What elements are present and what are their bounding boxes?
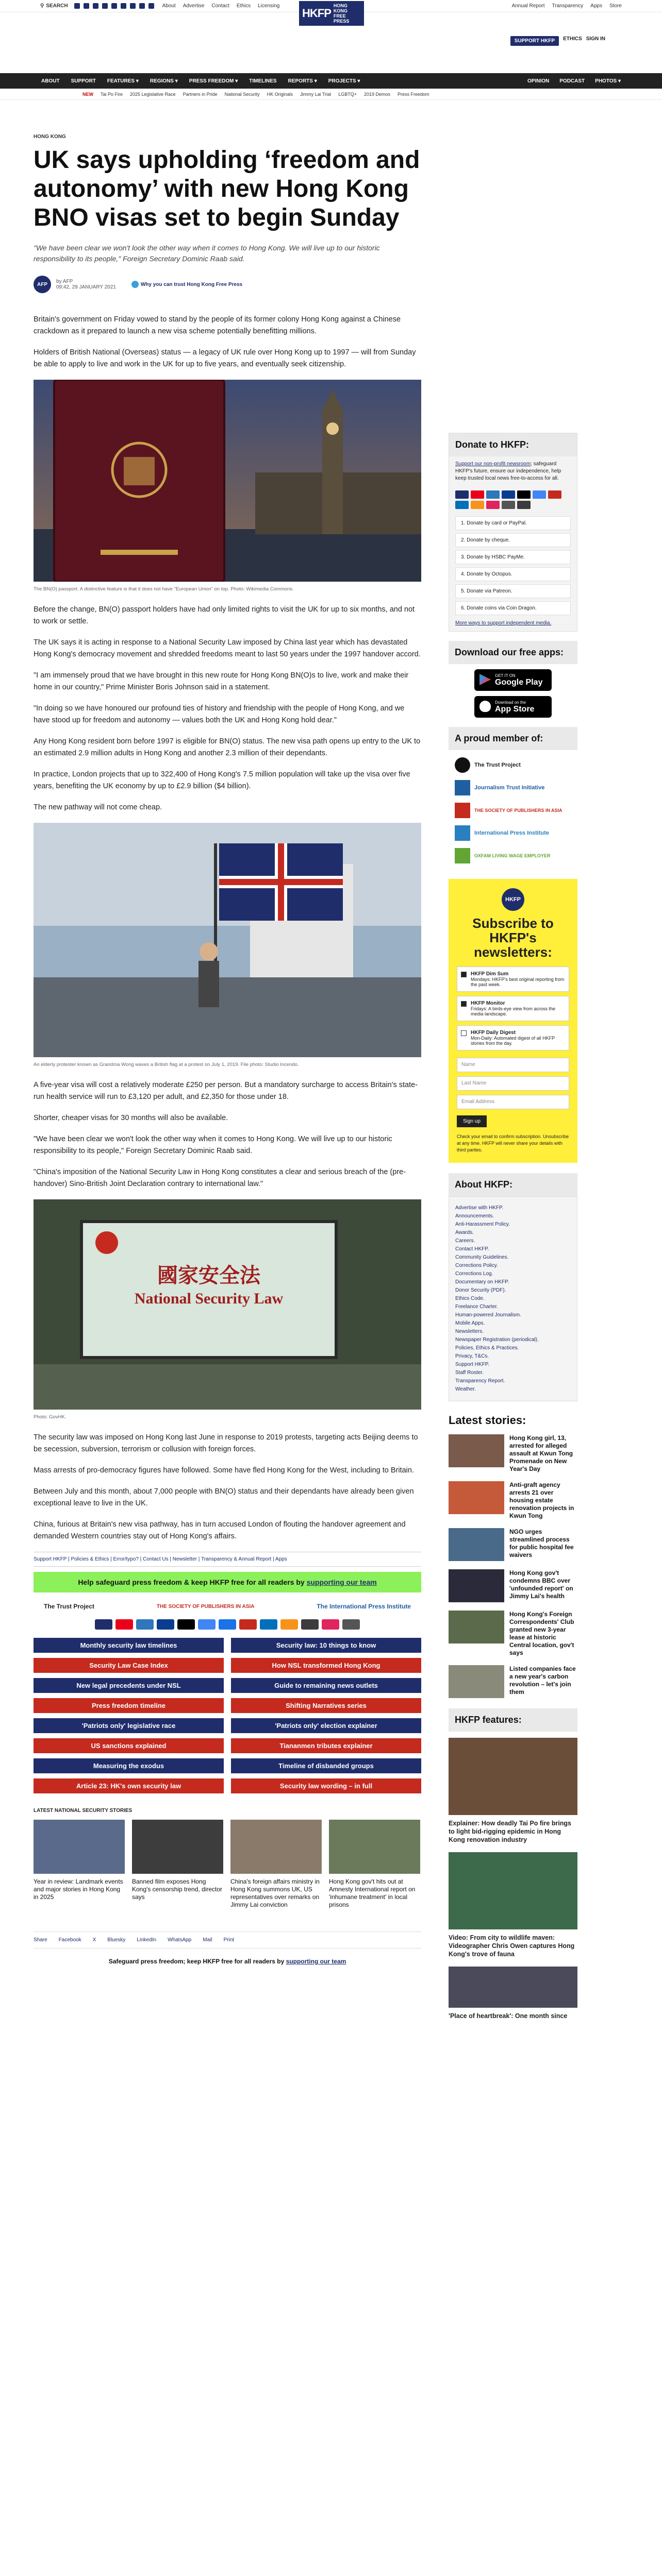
new-label: NEW <box>82 91 93 97</box>
latest-story[interactable] <box>449 1481 577 1520</box>
card-icon <box>502 501 515 509</box>
trust-project-logo[interactable]: The Trust Project <box>44 1603 95 1610</box>
paragraph: Holders of British National (Overseas) status — a legacy of UK rule over Hong Kong up to 1997 — will from Sunday be able to apply to live and work in the UK for up to five years, and eventually seek citizenship. <box>34 348 416 368</box>
donate-octopus[interactable]: 4. Donate by Octopus. <box>455 567 571 581</box>
trending-link[interactable]: Partners in Pride <box>183 91 218 97</box>
about-link[interactable]: Community Guidelines. <box>455 1255 509 1260</box>
feature-item[interactable] <box>449 1967 577 2020</box>
newsletter-daily-digest[interactable]: HKFP Daily Digest Mon-Daily: Automated digest of all HKFP stories from the day. <box>457 1025 569 1050</box>
latest-story[interactable] <box>449 1434 577 1473</box>
about-link[interactable]: Donor Security (PDF). <box>455 1287 506 1293</box>
story-title[interactable]: Listed companies face a new year's carbon revolution – let's join them <box>509 1665 576 1696</box>
donate-cheque[interactable]: 2. Donate by cheque. <box>455 533 571 547</box>
paragraph: The new pathway will not come cheap. <box>34 803 162 811</box>
article-dek: "We have been clear we won't look the other way when it comes to Hong Kong. We will live up to our historic responsibility to its people," Foreign Secretary Dominic Raab said. <box>34 244 380 263</box>
nav-support[interactable]: SUPPORT <box>71 78 96 84</box>
donate-payme[interactable]: 3. Donate by HSBC PayMe. <box>455 550 571 564</box>
nav-photos[interactable]: PHOTOS ▾ <box>595 78 621 84</box>
nav-opinion[interactable]: OPINION <box>527 78 550 84</box>
jti-icon <box>455 780 470 795</box>
app-store-button[interactable]: Download on the App Store <box>474 696 552 718</box>
feature-title[interactable]: Video: From city to wildlife maven: Videographer Chris Owen captures Hong Kong's trove of fauna <box>449 1934 575 1958</box>
trust-project-icon <box>455 757 470 773</box>
about-link[interactable]: Ethics Code. <box>455 1296 485 1301</box>
guide-link[interactable]: Shifting Narratives series <box>231 1698 421 1713</box>
story-thumbnail[interactable] <box>132 1820 223 1874</box>
about-link[interactable]: Announcements. <box>455 1213 494 1219</box>
nav-reports[interactable]: REPORTS ▾ <box>288 78 317 84</box>
guide-link[interactable]: How NSL transformed Hong Kong <box>231 1658 421 1673</box>
top-link-store[interactable]: Store <box>609 3 622 9</box>
card-icon <box>517 501 531 509</box>
about-link[interactable]: Policies, Ethics & Practices. <box>455 1345 519 1351</box>
about-link[interactable]: Newspaper Registration (periodical). <box>455 1337 539 1343</box>
card-icon <box>136 1619 154 1630</box>
story-thumbnail[interactable] <box>230 1820 322 1874</box>
email-input[interactable]: Email Address <box>457 1095 569 1109</box>
story-title[interactable]: Banned film exposes Hong Kong's censorship trend, director says <box>132 1878 223 1901</box>
guide-link[interactable]: Security law: 10 things to know <box>231 1638 421 1653</box>
story-title[interactable]: China's foreign affairs ministry in Hong Kong summons UK, US representatives over remarks on Jimmy Lai conviction <box>230 1878 320 1908</box>
payment-methods <box>34 1619 421 1630</box>
card-icon <box>502 490 515 499</box>
about-link[interactable]: Careers. <box>455 1238 475 1244</box>
story-title[interactable]: Hong Kong girl, 13, arrested for alleged assault at Kwun Tong Promenade on New Year's Day <box>509 1434 573 1472</box>
card-icon <box>219 1619 236 1630</box>
top-link-apps[interactable]: Apps <box>590 3 603 9</box>
member-oxfam[interactable]: OXFAM LIVING WAGE EMPLOYER <box>455 848 577 863</box>
byline-text <box>56 279 116 290</box>
latest-story[interactable] <box>449 1611 577 1657</box>
latest-story[interactable] <box>449 1665 577 1698</box>
nav-projects[interactable]: PROJECTS ▾ <box>328 78 360 84</box>
national-security-guides <box>34 1638 421 1793</box>
rss-icon[interactable] <box>139 3 145 9</box>
story-thumbnail[interactable] <box>34 1820 125 1874</box>
paragraph: The security law was imposed on Hong Kong last June in response to 2019 protests, targeting acts Beijing deems to be secession, subversion, terrorism or collusion with foreign forces. <box>34 1433 418 1453</box>
oxfam-icon <box>455 848 470 863</box>
top-links-right <box>512 3 622 9</box>
feature-thumbnail[interactable] <box>449 1967 577 2008</box>
top-link-licensing[interactable]: Licensing <box>258 3 280 9</box>
card-icon <box>301 1619 319 1630</box>
newsletter-title: Subscribe to HKFP's newsletters: <box>472 916 554 960</box>
sopa-logo[interactable]: THE SOCIETY OF PUBLISHERS IN ASIA <box>156 1603 255 1609</box>
guide-link[interactable]: 'Patriots only' legislative race <box>34 1718 224 1733</box>
card-icon <box>548 490 561 499</box>
guide-link[interactable]: New legal precedents under NSL <box>34 1678 224 1693</box>
feature-item[interactable] <box>449 1852 577 1958</box>
card-icon <box>471 501 484 509</box>
publish-date: 09:42, 29 JANUARY 2021 <box>56 284 116 290</box>
more-ways-link[interactable]: More ways to support independent media. <box>455 620 552 626</box>
card-icon <box>157 1619 174 1630</box>
newsletter-note: Check your email to confirm subscription. Unsubscribe at any time. HKFP will never share your details with third parties. <box>457 1134 569 1153</box>
trending-link[interactable]: Tai Po Fire <box>101 91 123 97</box>
site-logo[interactable] <box>299 1 364 26</box>
paragraph: Before the change, BN(O) passport holders have had only limited rights to visit the UK for up to six months, and not to work or settle. <box>34 605 415 625</box>
about-link[interactable]: Anti-Harassment Policy. <box>455 1222 510 1227</box>
checkbox-checked[interactable] <box>461 972 467 977</box>
twitter-icon[interactable] <box>84 3 89 9</box>
top-link-advertise[interactable]: Advertise <box>183 3 205 9</box>
header-buttons <box>510 36 605 46</box>
support-hkfp-button[interactable]: SUPPORT HKFP <box>510 36 559 46</box>
guide-link[interactable]: Press freedom timeline <box>34 1698 224 1713</box>
natsec-card[interactable] <box>329 1820 420 1909</box>
donate-coin-dragon[interactable]: 6. Donate coins via Coin Dragon. <box>455 601 571 615</box>
ipi-logo[interactable]: The International Press Institute <box>317 1603 411 1610</box>
share-label: Share <box>34 1937 47 1943</box>
nav-about[interactable]: ABOUT <box>41 78 60 84</box>
nav-press-freedom[interactable]: PRESS FREEDOM ▾ <box>189 78 238 84</box>
card-icon <box>455 490 469 499</box>
trending-link[interactable]: National Security <box>224 91 260 97</box>
top-link-contact[interactable]: Contact <box>211 3 229 9</box>
article <box>34 134 421 1965</box>
trending-link[interactable]: LGBTQ+ <box>338 91 357 97</box>
about-link[interactable]: Documentary on HKFP. <box>455 1279 509 1285</box>
guide-link[interactable]: Security law wording – in full <box>231 1778 421 1793</box>
sidebar <box>449 433 577 2028</box>
nav-right <box>527 78 621 84</box>
natsec-heading: LATEST NATIONAL SECURITY STORIES <box>34 1808 133 1814</box>
checkbox-unchecked[interactable] <box>461 1030 467 1036</box>
donate-card-paypal[interactable]: 1. Donate by card or PayPal. <box>455 516 571 530</box>
billboard-text-chinese: 國家安全法 <box>157 1263 260 1287</box>
share-whatsapp[interactable]: WhatsApp <box>168 1937 192 1943</box>
sopa-icon <box>455 803 470 818</box>
newsletter-monitor[interactable]: HKFP Monitor Fridays: A birds-eye view from across the media landscape. <box>457 996 569 1021</box>
apple-icon <box>479 701 491 712</box>
top-link-ethics[interactable]: Ethics <box>236 3 251 9</box>
about-link[interactable]: Human-powered Journalism. <box>455 1312 521 1318</box>
about-link[interactable]: Privacy, T&Cs. <box>455 1353 489 1359</box>
author-name[interactable]: by AFP <box>56 279 73 284</box>
about-link[interactable]: Weather. <box>455 1386 476 1392</box>
paragraph: Between July and this month, about 7,000 people with BN(O) status and their dependants have already been given exceptional leave to live in the UK. <box>34 1487 414 1507</box>
guide-link[interactable]: US sanctions explained <box>34 1738 224 1753</box>
member-title: A proud member of: <box>449 727 577 750</box>
top-link-transparency[interactable]: Transparency <box>552 3 584 9</box>
donate-patreon[interactable]: 5. Donate via Patreon. <box>455 584 571 598</box>
guide-link[interactable]: Monthly security law timelines <box>34 1638 224 1653</box>
logo-tagline: HONG KONG FREE PRESS <box>333 3 350 24</box>
paragraph: "China's imposition of the National Security Law in Hong Kong constitutes a clear and serious breach of the (pre-handover) Sino-British Joint Declaration contrary to international law." <box>34 1168 406 1188</box>
image-caption: The BN(O) passport. A distinctive feature is that it does not have "European Union" on top. Photo: Wikimedia Commons. <box>34 586 294 592</box>
about-link[interactable]: Staff Roster. <box>455 1370 484 1376</box>
card-icon <box>95 1619 112 1630</box>
guide-link[interactable]: Security Law Case Index <box>34 1658 224 1673</box>
ipi-icon <box>455 825 470 841</box>
share-mail[interactable]: Mail <box>203 1937 212 1943</box>
paragraph: Britain's government on Friday vowed to stand by the people of its former colony Hong Kong against a Chinese crackdown as it prepared to launch a new visa scheme potentially benefitting millions. <box>34 315 401 335</box>
guide-link[interactable]: Article 23: HK's own security law <box>34 1778 224 1793</box>
about-link[interactable]: Mobile Apps. <box>455 1320 485 1326</box>
social-icons <box>74 3 154 9</box>
member-trust-project[interactable]: The Trust Project <box>455 757 577 773</box>
latest-story[interactable] <box>449 1528 577 1561</box>
story-thumbnail[interactable] <box>449 1569 504 1602</box>
byline <box>34 276 421 293</box>
story-thumbnail[interactable] <box>449 1481 504 1514</box>
trending-link[interactable]: 2019 Demos <box>363 91 390 97</box>
card-icon <box>517 490 531 499</box>
about-title: About HKFP: <box>449 1173 577 1196</box>
guide-link[interactable]: Timeline of disbanded groups <box>231 1758 421 1773</box>
trending-bar <box>0 89 662 100</box>
share-print[interactable]: Print <box>223 1937 235 1943</box>
natsec-card[interactable] <box>34 1820 125 1909</box>
paragraph: "In doing so we have honoured our profound ties of history and friendship with the people of Hong Kong, and we have stood up for freedom and autonomy — values both the UK and Hong Kong hold dear." <box>34 704 405 724</box>
story-title[interactable]: NGO urges streamlined process for public hospital fee waivers <box>509 1528 574 1558</box>
story-thumbnail[interactable] <box>449 1528 504 1561</box>
linkedin-icon[interactable] <box>111 3 117 9</box>
article-category[interactable]: HONG KONG <box>34 134 66 140</box>
guide-link[interactable]: Measuring the exodus <box>34 1758 224 1773</box>
card-icon <box>471 490 484 499</box>
natsec-card[interactable] <box>230 1820 322 1909</box>
donate-payment-icons <box>449 486 577 513</box>
story-title[interactable]: Year in review: Landmark events and major stories in Hong Kong in 2025 <box>34 1878 123 1901</box>
natsec-card[interactable] <box>132 1820 223 1909</box>
card-icon <box>342 1619 360 1630</box>
feature-item[interactable] <box>449 1738 577 1844</box>
about-link[interactable]: Corrections Log. <box>455 1271 493 1277</box>
card-icon <box>322 1619 339 1630</box>
card-icon <box>486 490 500 499</box>
latest-title: Latest stories: <box>449 1414 526 1427</box>
natsec-stories <box>34 1820 421 1909</box>
card-icon <box>198 1619 216 1630</box>
paragraph: The UK says it is acting in response to a National Security Law imposed by China last year which has devastated Hong Kong's democracy movement and shredded freedoms meant to last 50 years under the 1997 handover accord. <box>34 638 421 658</box>
feature-thumbnail[interactable] <box>449 1852 577 1929</box>
about-links <box>449 1196 577 1401</box>
donate-link[interactable]: Support our non-profit newsroom <box>455 461 531 467</box>
card-icon <box>533 490 546 499</box>
bottom-support-text: Safeguard press freedom; keep HKFP free for all readers by supporting our team <box>108 1958 346 1965</box>
main-nav <box>0 73 662 89</box>
paragraph: Shorter, cheaper visas for 30 months will also be available. <box>34 1114 228 1122</box>
instagram-icon[interactable] <box>93 3 98 9</box>
feature-title[interactable]: 'Place of heartbreak': One month since <box>449 2012 568 2020</box>
billboard <box>80 1220 338 1359</box>
share-linkedin[interactable]: LinkedIn <box>137 1937 157 1943</box>
paragraph: "We have been clear we won't look the other way when it comes to Hong Kong. We will live up to our historic responsibility to its people," Foreign Secretary Dominic Raab said. <box>34 1135 392 1155</box>
support-banner[interactable]: Help safeguard press freedom & keep HKFP free for all readers by supporting our team <box>34 1572 421 1592</box>
nav-podcast[interactable]: PODCAST <box>559 78 585 84</box>
about-link[interactable]: Corrections Policy. <box>455 1263 498 1268</box>
email-icon[interactable] <box>148 3 154 9</box>
passport-illustration <box>34 380 421 582</box>
article-footer-links[interactable]: Support HKFP | Policies & Ethics | Error/typo? | Contact Us | Newsletter | Transparency & Annual Report | Apps <box>34 1552 421 1567</box>
guide-link[interactable]: Tiananmen tributes explainer <box>231 1738 421 1753</box>
search-button[interactable]: ⚲ SEARCH <box>40 3 68 9</box>
feature-thumbnail[interactable] <box>449 1738 577 1815</box>
google-play-button[interactable]: GET IT ON Google Play <box>474 669 552 691</box>
story-title[interactable]: Hong Kong gov't condemns BBC over 'unfounded report' on Jimmy Lai's health <box>509 1569 573 1600</box>
story-thumbnail[interactable] <box>329 1820 420 1874</box>
paragraph: China, furious at Britain's new visa pathway, has in turn accused London of flouting the handover agreement and demanded Western countries stay out of Hong Kong's affairs. <box>34 1520 406 1540</box>
checkbox-checked[interactable] <box>461 1001 467 1007</box>
emblem-icon <box>95 1231 118 1254</box>
share-x[interactable]: X <box>92 1937 96 1943</box>
trust-link[interactable]: Why you can trust Hong Kong Free Press <box>131 281 242 288</box>
latest-stories <box>449 1434 577 1698</box>
nav-regions[interactable]: REGIONS ▾ <box>150 78 178 84</box>
card-icon <box>239 1619 257 1630</box>
about-link[interactable]: Advertise with HKFP. <box>455 1205 504 1211</box>
article-title: UK says upholding ‘freedom and autonomy’ with new Hong Kong BNO visas set to begin Sunday <box>34 146 420 231</box>
member-sopa[interactable]: THE SOCIETY OF PUBLISHERS IN ASIA <box>455 803 577 818</box>
member-ipi[interactable]: International Press Institute <box>455 825 577 841</box>
card-icon <box>280 1619 298 1630</box>
protest-illustration <box>34 823 421 1057</box>
about-link[interactable]: Transparency Report. <box>455 1378 505 1384</box>
share-bluesky[interactable]: Bluesky <box>107 1937 126 1943</box>
name-input[interactable]: Name <box>457 1058 569 1072</box>
security-law-photo <box>34 1199 421 1410</box>
paragraph: "I am immensely proud that we have brought in this new route for Hong Kong BN(O)s to live, work and make their home in our country," Prime Minister Boris Johnson said in a statement. <box>34 671 409 691</box>
donate-box <box>449 433 577 632</box>
features-title: HKFP features: <box>449 1708 577 1732</box>
paragraph: A five-year visa will cost a relatively moderate £250 per person. But a mandatory surcharge to access Britain's state-run health service will run to £3,120 per adult, and £2,350 for those under 18. <box>34 1081 418 1101</box>
card-icon <box>115 1619 133 1630</box>
card-icon <box>486 501 500 509</box>
paragraph: Mass arrests of pro-democracy figures have followed. Some have fled Hong Kong for the West, including to Britain. <box>34 1466 414 1475</box>
newsletter-dim-sum[interactable]: HKFP Dim Sum Mondays: HKFP's best original reporting from the past week. <box>457 967 569 992</box>
top-links-left <box>162 3 280 9</box>
paragraph: In practice, London projects that up to 322,400 of Hong Kong's 7.5 million population will take up the visa over five years, benefiting the UK economy by up to £2.9 billion ($4 billion). <box>34 770 410 790</box>
story-thumbnail[interactable] <box>449 1665 504 1698</box>
about-link[interactable]: Contact HKFP. <box>455 1246 489 1252</box>
share-bar <box>34 1931 421 1948</box>
last-name-input[interactable]: Last Name <box>457 1076 569 1091</box>
guide-link[interactable]: 'Patriots only' election explainer <box>231 1718 421 1733</box>
author-avatar[interactable]: AFP <box>34 276 51 293</box>
support-link[interactable]: supporting our team <box>306 1578 377 1586</box>
top-link-annual-report[interactable]: Annual Report <box>511 3 545 9</box>
share-facebook[interactable]: Facebook <box>58 1937 81 1943</box>
youtube-icon[interactable] <box>102 3 108 9</box>
logo-text: HKFP <box>302 7 331 20</box>
apps-title: Download our free apps: <box>449 641 577 664</box>
story-thumbnail[interactable] <box>449 1611 504 1643</box>
latest-story[interactable] <box>449 1569 577 1602</box>
nav-features[interactable]: FEATURES ▾ <box>107 78 139 84</box>
billboard-text-english: National Security Law <box>134 1290 284 1307</box>
card-icon <box>260 1619 277 1630</box>
paragraph: Any Hong Kong resident born before 1997 is eligible for BN(O) status. The new visa path opens up entry to the UK to an estimated 2.9 million adults in Hong Kong and another 2.3 million of their dependants. <box>34 737 421 757</box>
about-link[interactable]: Awards. <box>455 1230 474 1235</box>
donate-title: Donate to HKFP: <box>449 433 577 456</box>
trending-link[interactable]: Press Freedom <box>397 91 429 97</box>
card-icon <box>455 501 469 509</box>
ethics-link[interactable]: ETHICS <box>563 36 582 42</box>
story-thumbnail[interactable] <box>449 1434 504 1467</box>
google-play-icon <box>479 674 491 685</box>
newsletter-box <box>449 879 577 1163</box>
card-icon <box>177 1619 195 1630</box>
passport-photo <box>34 380 421 582</box>
member-jti[interactable]: Journalism Trust Initiative <box>455 780 577 795</box>
protest-photo <box>34 823 421 1057</box>
mastodon-icon[interactable] <box>130 3 136 9</box>
about-link[interactable]: Support HKFP. <box>455 1362 489 1367</box>
bottom-support-link[interactable]: supporting our team <box>286 1958 346 1965</box>
sign-in-link[interactable]: SIGN IN <box>586 36 605 42</box>
partner-logos <box>34 1601 421 1612</box>
trending-link[interactable]: 2025 Legislative Race <box>130 91 176 97</box>
telegram-icon[interactable] <box>121 3 126 9</box>
trust-icon <box>131 281 139 288</box>
story-title[interactable]: Anti-graft agency arrests 21 over housing estate renovation projects in Kwun Tong <box>509 1481 574 1519</box>
signup-button[interactable]: Sign up <box>457 1115 487 1127</box>
story-title[interactable]: Hong Kong's Foreign Correspondents' Club granted new 3-year lease at historic Central location, gov't says <box>509 1611 574 1656</box>
trending-link[interactable]: Jimmy Lai Trial <box>300 91 332 97</box>
donate-intro: Support our non-profit newsroom; safeguard HKFP's future, ensure our independence, help keep trusted local news free-to-access for all. <box>455 461 561 481</box>
image-caption: An elderly protester known as Grandma Wong waves a British flag at a protest on July 1, 2019. File photo: Studio Incendo. <box>34 1062 299 1067</box>
about-link[interactable]: Newsletters. <box>455 1329 484 1334</box>
about-link[interactable]: Freelance Charter. <box>455 1304 498 1310</box>
hkfp-badge: HKFP <box>502 888 524 911</box>
facebook-icon[interactable] <box>74 3 80 9</box>
top-link-about[interactable]: About <box>162 3 176 9</box>
nav-timelines[interactable]: TIMELINES <box>249 78 277 84</box>
feature-title[interactable]: Explainer: How deadly Tai Po fire brings to light bid-rigging epidemic in Hong Kong renovation industry <box>449 1820 572 1843</box>
street-scene <box>34 1364 421 1410</box>
search-icon: ⚲ <box>40 3 44 9</box>
story-title[interactable]: Hong Kong gov't hits out at Amnesty International report on 'inhumane treatment' in local prisons <box>329 1878 416 1908</box>
image-caption: Photo: GovHK. <box>34 1414 67 1420</box>
guide-link[interactable]: Guide to remaining news outlets <box>231 1678 421 1693</box>
trending-link[interactable]: HK Originals <box>267 91 293 97</box>
